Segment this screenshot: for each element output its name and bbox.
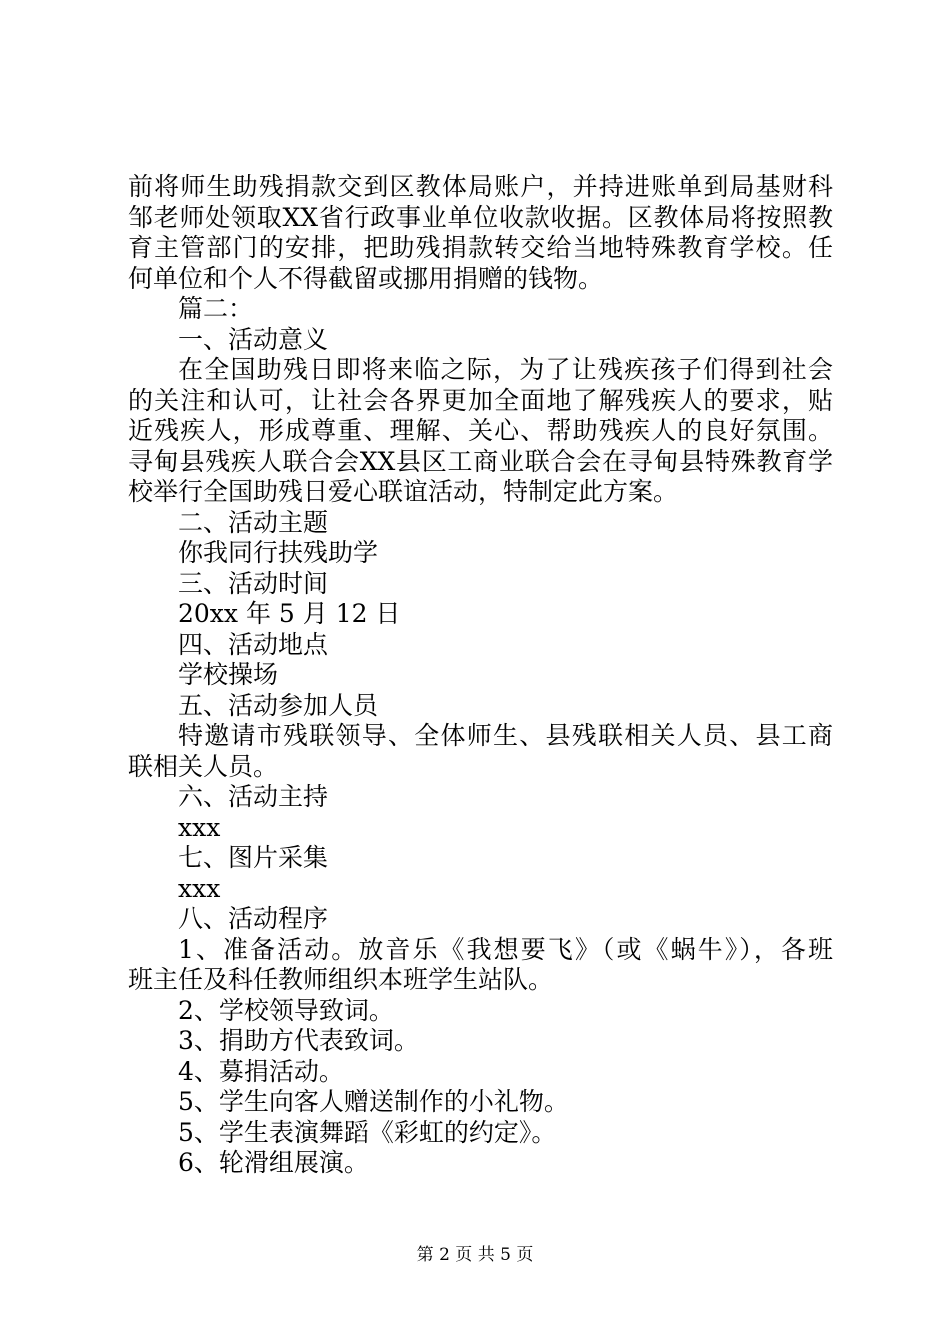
text-line: 三、活动时间 xyxy=(178,568,329,598)
text-line: 2、学校领导致词。 xyxy=(178,995,394,1025)
text-line: 邹老师处领取XX省行政事业单位收款收据。区教体局将按照教 xyxy=(128,202,833,232)
text-line: 班主任及科任教师组织本班学生站队。 xyxy=(128,965,554,994)
text-line: 特邀请市残联领导、全体师生、县残联相关人员、县工商 xyxy=(178,721,833,750)
text-line: 在全国助残日即将来临之际，为了让残疾孩子们得到社会 xyxy=(178,355,833,384)
text-line: 6、轮滑组展演。 xyxy=(178,1148,369,1177)
text-line: xxx xyxy=(178,812,221,842)
text-line: 近残疾人，形成尊重、理解、关心、帮助残疾人的良好氛围。 xyxy=(128,416,833,445)
text-line: 学校操场 xyxy=(178,660,279,689)
text-line: 前将师生助残捐款交到区教体局账户，并持进账单到局基财科 xyxy=(128,172,833,201)
text-line: 六、活动主持 xyxy=(178,782,329,811)
document-body xyxy=(128,172,833,1179)
text-line: 寻甸县残疾人联合会XX县区工商业联合会在寻甸县特殊教育学 xyxy=(128,446,833,476)
text-line: 四、活动地点 xyxy=(178,629,329,659)
text-line: 4、募捐活动。 xyxy=(178,1056,344,1086)
text-line: 育主管部门的安排，把助残捐款转交给当地特殊教育学校。任 xyxy=(128,233,833,262)
text-line: 一、活动意义 xyxy=(178,324,329,354)
text-line: 联相关人员。 xyxy=(128,751,279,781)
text-line: 二、活动主题 xyxy=(178,507,329,537)
text-line: 5、学生向客人赠送制作的小礼物。 xyxy=(178,1087,569,1116)
text-line: 篇二： xyxy=(178,294,254,323)
page-footer: 第 2 页 共 5 页 xyxy=(416,1245,534,1265)
text-line: 5、学生表演舞蹈《彩虹的约定》。 xyxy=(178,1117,557,1147)
text-line: 你我同行扶残助学 xyxy=(178,538,379,567)
text-line: 1、准备活动。放音乐《我想要飞》（或《蜗牛》），各班 xyxy=(178,934,833,964)
text-line: 3、捐助方代表致词。 xyxy=(178,1026,419,1055)
text-line: 七、图片采集 xyxy=(178,843,329,872)
text-line: xxx xyxy=(178,873,221,903)
text-line: 八、活动程序 xyxy=(178,904,329,933)
text-line: 校举行全国助残日爱心联谊活动，特制定此方案。 xyxy=(128,477,679,506)
text-line: 五、活动参加人员 xyxy=(178,690,379,720)
text-line: 的关注和认可，让社会各界更加全面地了解残疾人的要求，贴 xyxy=(128,385,833,415)
text-line: 何单位和个人不得截留或挪用捐赠的钱物。 xyxy=(128,263,604,293)
text-line: 20xx 年 5 月 12 日 xyxy=(178,599,401,628)
